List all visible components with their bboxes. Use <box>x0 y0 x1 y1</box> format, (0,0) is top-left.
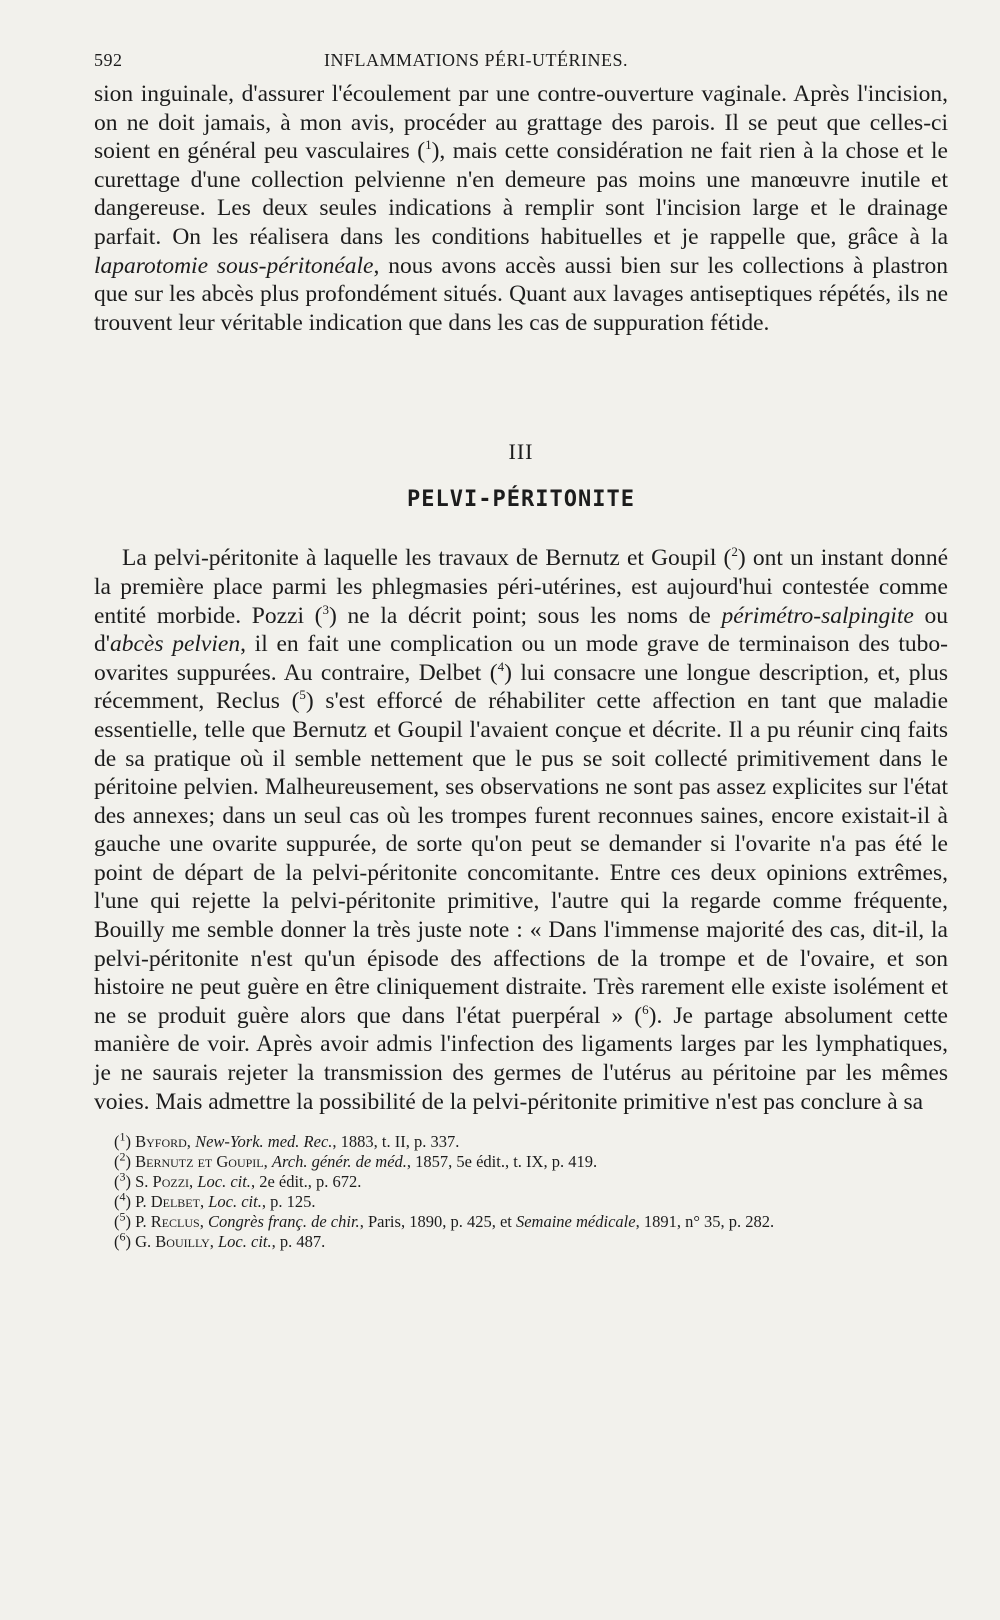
footnote-mark: 5 <box>119 1209 126 1224</box>
italic-term: abcès pelvien <box>109 631 241 658</box>
footnote-author: Byford, <box>135 1132 191 1152</box>
text-run: ) ne la décrit point; sous les noms de <box>328 602 722 629</box>
footnote-rest: , 1891, n° 35, p. 282. <box>635 1212 775 1232</box>
footnotes <box>94 1129 948 1252</box>
footnote-rest: , Paris, 1890, p. 425, et <box>359 1212 516 1232</box>
footnote-work: Loc. cit. <box>218 1232 272 1252</box>
italic-term: périmétro-salpingite <box>721 602 914 629</box>
footnote-2: ($^2$) Bernutz et Goupil, Arch. génér. de méd., 1857, 5e édit., t. IX, p. 419. <box>114 1149 598 1172</box>
main-paragraph <box>94 544 948 1116</box>
footnote-work: Congrès franç. de chir. <box>207 1212 360 1232</box>
footnote-work: New-York. med. Rec. <box>195 1132 333 1152</box>
footnote-3: ($^3$) S. Pozzi, Loc. cit., 2e édit., p. 672. <box>114 1169 362 1192</box>
footnote-work: Loc. cit. <box>197 1172 251 1192</box>
footnote-mark: 3 <box>119 1169 126 1184</box>
section-title: PELVI-PÉRITONITE <box>407 487 635 513</box>
text-run: , nous avons accès aussi bien sur les collections à plastron que sur les abcès plus profondément situés. Quant aux lavages antiseptiques répétés, ils ne trouvent leur véritable indication que dans les cas de suppuration fétide. <box>94 252 948 336</box>
footnote-rest: , 2e édit., p. 672. <box>250 1172 362 1192</box>
footnote-mark: 4 <box>119 1189 126 1204</box>
footnote-rest: , 1857, 5e édit., t. IX, p. 419. <box>406 1152 598 1172</box>
page-number: 592 <box>94 50 123 70</box>
text-run: , il en fait une complication ou un mode grave de terminaison des tubo-ovarites suppurées. Au contraire, Delbet ( <box>94 631 949 686</box>
footnote-author: P. Reclus, <box>135 1212 204 1232</box>
footnote-ref-6[interactable]: 6 <box>642 1002 649 1018</box>
continued-paragraph <box>94 80 948 337</box>
text-run: sion inguinale, d'assurer l'écoulement par une contre-ouverture vaginale. Après l'incision, on ne doit jamais, à mon avis, procéder au grattage des parois. Il se peut que celles-ci soient en général peu vasculaires ( <box>94 81 948 165</box>
italic-term: laparotomie sous-péritonéale <box>94 252 374 279</box>
footnote-ref-4[interactable]: 4 <box>497 658 505 674</box>
footnote-author: P. Delbet, <box>135 1192 205 1212</box>
footnote-4: ($^4$) P. Delbet, Loc. cit., p. 125. <box>114 1189 316 1212</box>
footnote-ref-3[interactable]: 3 <box>322 601 329 617</box>
footnote-ref-5[interactable]: 5 <box>299 687 306 703</box>
footnote-work: Semaine médicale <box>515 1212 636 1232</box>
running-title: INFLAMMATIONS PÉRI-UTÉRINES. <box>324 50 629 70</box>
footnote-mark: 2 <box>119 1149 126 1164</box>
section-number: III <box>508 439 534 465</box>
footnote-6: ($^6$) G. Bouilly, Loc. cit., p. 487. <box>114 1229 326 1252</box>
text-run: ) lui consacre une longue description, et, plus récemment, Reclus ( <box>94 659 948 715</box>
footnote-rest: , 1883, t. II, p. 337. <box>332 1132 460 1152</box>
footnote-author: S. Pozzi, <box>135 1172 194 1192</box>
text-run: ) ont un instant donné la première place parmi les phlegmasies péri-utérines, est aujourd'hui contestée comme entité morbide. Pozzi ( <box>94 545 949 629</box>
footnote-mark: 6 <box>119 1229 126 1244</box>
footnote-mark: 1 <box>119 1129 126 1144</box>
footnote-ref-2[interactable]: 2 <box>731 544 738 560</box>
running-head <box>94 44 948 74</box>
footnote-author: G. Bouilly, <box>135 1232 214 1252</box>
footnote-work: Loc. cit. <box>208 1192 262 1212</box>
text-run: ), mais cette considération ne fait rien à la chose et le curettage d'une collection pelvienne n'en demeure pas moins une manœuvre inutile et dangereuse. Les deux seules indications à remplir sont l'incision large et le drainage parfait. On les réalisera dans les conditions habituelles et je rappelle que, grâce à la <box>94 138 948 250</box>
footnote-work: Arch. génér. de méd. <box>271 1152 407 1172</box>
footnote-rest: , p. 487. <box>271 1232 326 1252</box>
text-run: ou d' <box>94 602 948 658</box>
footnote-5: ($^5$) P. Reclus, Congrès franç. de chir., Paris, 1890, p. 425, et Semaine médicale, 1891, n° 35, p. 282. <box>114 1209 775 1232</box>
text-run: La pelvi-péritonite à laquelle les travaux de Bernutz et Goupil ( <box>122 545 732 572</box>
footnote-1: ($^1$) Byford, New-York. med. Rec., 1883, t. II, p. 337. <box>114 1129 460 1152</box>
footnote-ref-1[interactable]: 1 <box>425 137 432 153</box>
footnote-author: Bernutz et Goupil, <box>135 1152 268 1172</box>
text-run: ) s'est efforcé de réhabiliter cette affection en tant que maladie essentielle, telle que Bernutz et Goupil l'avaient conçue et décrite. Il a pu réunir cinq faits de sa pratique où il semble nettement que le pus se soit collecté primitivement dans le péritoine pelvien. Malheureusement, ses observations ne sont pas assez explicites sur l'état des annexes; dans un seul cas où les trompes furent reconnues saines, encore existait-il à gauche une ovarite suppurée, de sorte qu'on peut se demander si l'ovarite n'a pas été le point de départ de la pelvi-péritonite concomitante. Entre ces deux opinions extrêmes, l'une qui rejette la pelvi-péritonite primitive, l'autre qui la regarde comme fréquente, Bouilly me semble donner la très juste note : « Dans l'immense majorité des cas, dit-il, la pelvi-péritonite n'est qu'un épisode des affections de la trompe et de l'ovaire, et son histoire ne peut guère en être cliniquement distraite. Très rarement elle existe isolément et ne se produit guère alors que dans l'état puerpéral » ( <box>94 688 948 1029</box>
footnote-rest: , p. 125. <box>261 1192 316 1212</box>
text-run: ). Je partage absolument cette manière de voir. Après avoir admis l'infection des ligaments larges par les lymphatiques, je ne saurais rejeter la transmission des germes de l'utérus au péritoine par les mêmes voies. Mais admettre la possibilité de la pelvi-péritonite primitive n'est pas conclure à sa <box>94 1002 948 1115</box>
